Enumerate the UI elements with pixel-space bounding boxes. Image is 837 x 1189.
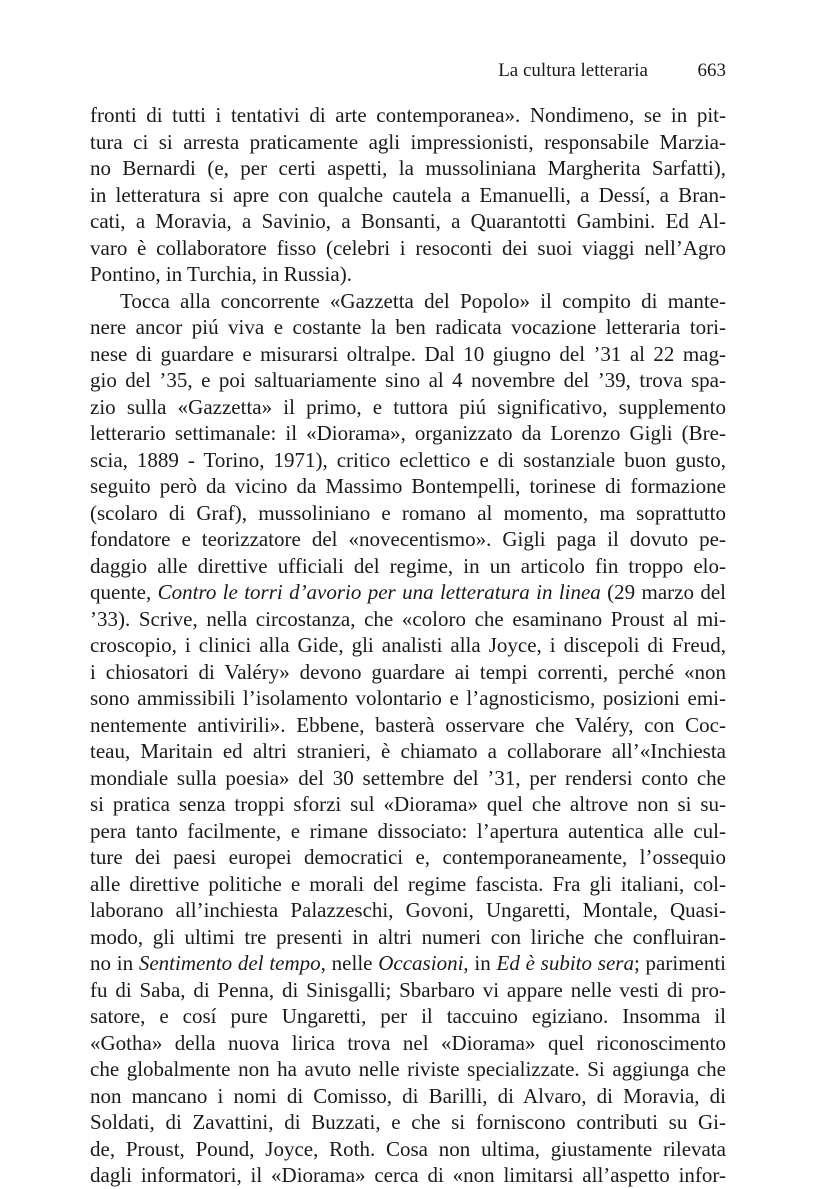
text-line bbox=[90, 685, 726, 712]
text-line bbox=[90, 1162, 726, 1189]
text-line bbox=[90, 606, 726, 633]
text-line bbox=[90, 818, 726, 845]
text-line bbox=[90, 102, 726, 129]
text-line bbox=[90, 473, 726, 500]
text-line bbox=[90, 314, 726, 341]
running-head-title: La cultura letteraria bbox=[498, 60, 648, 81]
text-line bbox=[90, 738, 726, 765]
text-line bbox=[90, 1003, 726, 1030]
text-segment: ture dei paesi europei democratici e, contemporaneamente, l’ossequio bbox=[90, 845, 726, 869]
text-line bbox=[90, 288, 726, 315]
text-segment: si pratica senza troppi sforzi sul «Diorama» quel che altrove non si su- bbox=[90, 792, 726, 816]
text-line bbox=[90, 844, 726, 871]
text-segment: fondatore e teorizzatore del «novecentismo». Gigli paga il dovuto pe- bbox=[90, 527, 726, 551]
text-line bbox=[90, 897, 726, 924]
running-head bbox=[90, 60, 726, 88]
text-segment: quente, bbox=[90, 580, 158, 604]
text-segment: croscopio, i clinici alla Gide, gli analisti alla Joyce, i discepoli di Freud, bbox=[90, 633, 726, 657]
text-line bbox=[90, 367, 726, 394]
text-line bbox=[90, 659, 726, 686]
text-line bbox=[90, 341, 726, 368]
text-segment: che globalmente non ha avuto nelle riviste specializzate. Si aggiunga che bbox=[90, 1057, 726, 1081]
text-segment: i chiosatori di Valéry» devono guardare ai tempi correnti, perché «non bbox=[90, 659, 726, 684]
text-segment: , nelle bbox=[320, 951, 379, 975]
text-segment: pera tanto facilmente, e rimane dissociato: l’apertura autentica alle cul- bbox=[90, 818, 726, 843]
text-line bbox=[90, 1056, 726, 1083]
text-line bbox=[90, 420, 726, 447]
text-segment: nese di guardare e misurarsi oltralpe. Dal 10 giugno del ’31 al 22 mag- bbox=[90, 341, 726, 366]
text-segment: ; parimenti bbox=[633, 951, 727, 975]
text-segment: tura ci si arresta praticamente agli impressionisti, responsabile Marzia- bbox=[90, 129, 726, 154]
text-line bbox=[90, 182, 726, 209]
italic-title: Occasioni bbox=[378, 951, 464, 975]
text-line bbox=[90, 791, 726, 818]
text-segment: varo è collaboratore fisso (celebri i resoconti dei suoi viaggi nell’Agro bbox=[90, 235, 726, 260]
text-line bbox=[90, 950, 726, 977]
text-line bbox=[90, 155, 726, 182]
text-segment: no in bbox=[90, 951, 139, 975]
page-number: 663 bbox=[697, 60, 726, 81]
text-line bbox=[90, 553, 726, 580]
text-segment: «Gotha» della nuova lirica trova nel «Diorama» quel riconoscimento bbox=[90, 1030, 726, 1055]
text-segment: (scolaro di Graf), mussoliniano e romano al momento, ma soprattutto bbox=[90, 500, 726, 525]
text-line bbox=[90, 712, 726, 739]
text-segment: in letteratura si apre con qualche cautela a Emanuelli, a Dessí, a Bran- bbox=[90, 182, 726, 207]
text-segment: zio sulla «Gazzetta» il primo, e tuttora piú significativo, supplemento bbox=[90, 394, 726, 419]
text-segment: modo, gli ultimi tre presenti in altri numeri con liriche che confluiran- bbox=[90, 924, 726, 949]
text-segment: fu di Saba, di Penna, di Sinisgalli; Sbarbaro vi appare nelle vesti di pro- bbox=[90, 977, 726, 1002]
text-segment: satore, e cosí pure Ungaretti, per il taccuino egiziano. Insomma il bbox=[90, 1004, 726, 1028]
text-segment: nere ancor piú viva e costante la ben radicata vocazione letteraria tori- bbox=[90, 315, 726, 339]
text-segment: no Bernardi (e, per certi aspetti, la mussoliniana Margherita Sarfatti), bbox=[90, 156, 726, 180]
text-segment: fronti di tutti i tentativi di arte contemporanea». Nondimeno, se in pit- bbox=[90, 103, 726, 127]
text-segment: Pontino, in Turchia, in Russia). bbox=[90, 262, 352, 286]
text-line bbox=[90, 579, 726, 606]
text-line bbox=[90, 1083, 726, 1110]
text-segment: de, Proust, Pound, Joyce, Roth. Cosa non ultima, giustamente rilevata bbox=[90, 1136, 726, 1161]
body-text bbox=[90, 102, 726, 1189]
text-line bbox=[90, 208, 726, 235]
text-segment: gio del ’35, e poi saltuariamente sino al 4 novembre del ’39, trova spa- bbox=[90, 368, 726, 392]
text-line bbox=[90, 526, 726, 553]
text-line bbox=[90, 871, 726, 898]
text-segment: mondiale sulla poesia» del 30 settembre del ’31, per rendersi conto che bbox=[90, 765, 726, 790]
text-segment: daggio alle direttive ufficiali del regime, in un articolo fin troppo elo- bbox=[90, 553, 726, 578]
text-segment: non mancano i nomi di Comisso, di Barilli, di Alvaro, di Moravia, di bbox=[90, 1083, 726, 1108]
text-line bbox=[90, 447, 726, 474]
text-line bbox=[90, 924, 726, 951]
text-segment: seguito però da vicino da Massimo Bontempelli, torinese di formazione bbox=[90, 474, 726, 498]
text-segment: laborano all’inchiesta Palazzeschi, Govoni, Ungaretti, Montale, Quasi- bbox=[90, 898, 726, 922]
text-segment: alle direttive politiche e morali del regime fascista. Fra gli italiani, col- bbox=[90, 871, 726, 896]
text-line bbox=[90, 632, 726, 659]
italic-title: Contro le torri d’avorio per una letteratura in linea bbox=[157, 580, 601, 604]
text-line bbox=[90, 261, 726, 288]
text-segment: teau, Maritain ed altri stranieri, è chiamato a collaborare all’«Inchiesta bbox=[90, 739, 726, 763]
text-segment: Soldati, di Zavattini, di Buzzati, e che si forniscono contributi su Gi- bbox=[90, 1110, 726, 1134]
text-line bbox=[90, 765, 726, 792]
text-segment: ’33). Scrive, nella circostanza, che «coloro che esaminano Proust al mi- bbox=[90, 606, 726, 631]
text-segment: scia, 1889 - Torino, 1971), critico eclettico e di sostanziale buon gusto, bbox=[90, 447, 726, 472]
text-segment: Tocca alla concorrente «Gazzetta del Popolo» il compito di mante- bbox=[120, 288, 726, 313]
text-segment: nentemente antivirili». Ebbene, basterà osservare che Valéry, con Coc- bbox=[90, 712, 726, 737]
text-line bbox=[90, 129, 726, 156]
text-line bbox=[90, 394, 726, 421]
text-line bbox=[90, 1136, 726, 1163]
italic-title: Ed è subito sera bbox=[496, 951, 634, 975]
text-segment: cati, a Moravia, a Savinio, a Bonsanti, a Quarantotti Gambini. Ed Al- bbox=[90, 209, 726, 233]
text-segment: dagli informatori, il «Diorama» cerca di «non limitarsi all’aspetto infor- bbox=[90, 1163, 726, 1187]
text-line bbox=[90, 235, 726, 262]
text-segment: , in bbox=[463, 951, 497, 975]
text-segment: sono ammissibili l’isolamento volontario e l’agnosticismo, posizioni emi- bbox=[90, 686, 726, 710]
text-segment: (29 marzo del bbox=[600, 580, 726, 604]
text-segment: letterario settimanale: il «Diorama», organizzato da Lorenzo Gigli (Bre- bbox=[90, 421, 726, 445]
italic-title: Sentimento del tempo bbox=[138, 951, 321, 975]
text-line bbox=[90, 500, 726, 527]
text-line bbox=[90, 1030, 726, 1057]
text-line bbox=[90, 1109, 726, 1136]
text-line bbox=[90, 977, 726, 1004]
